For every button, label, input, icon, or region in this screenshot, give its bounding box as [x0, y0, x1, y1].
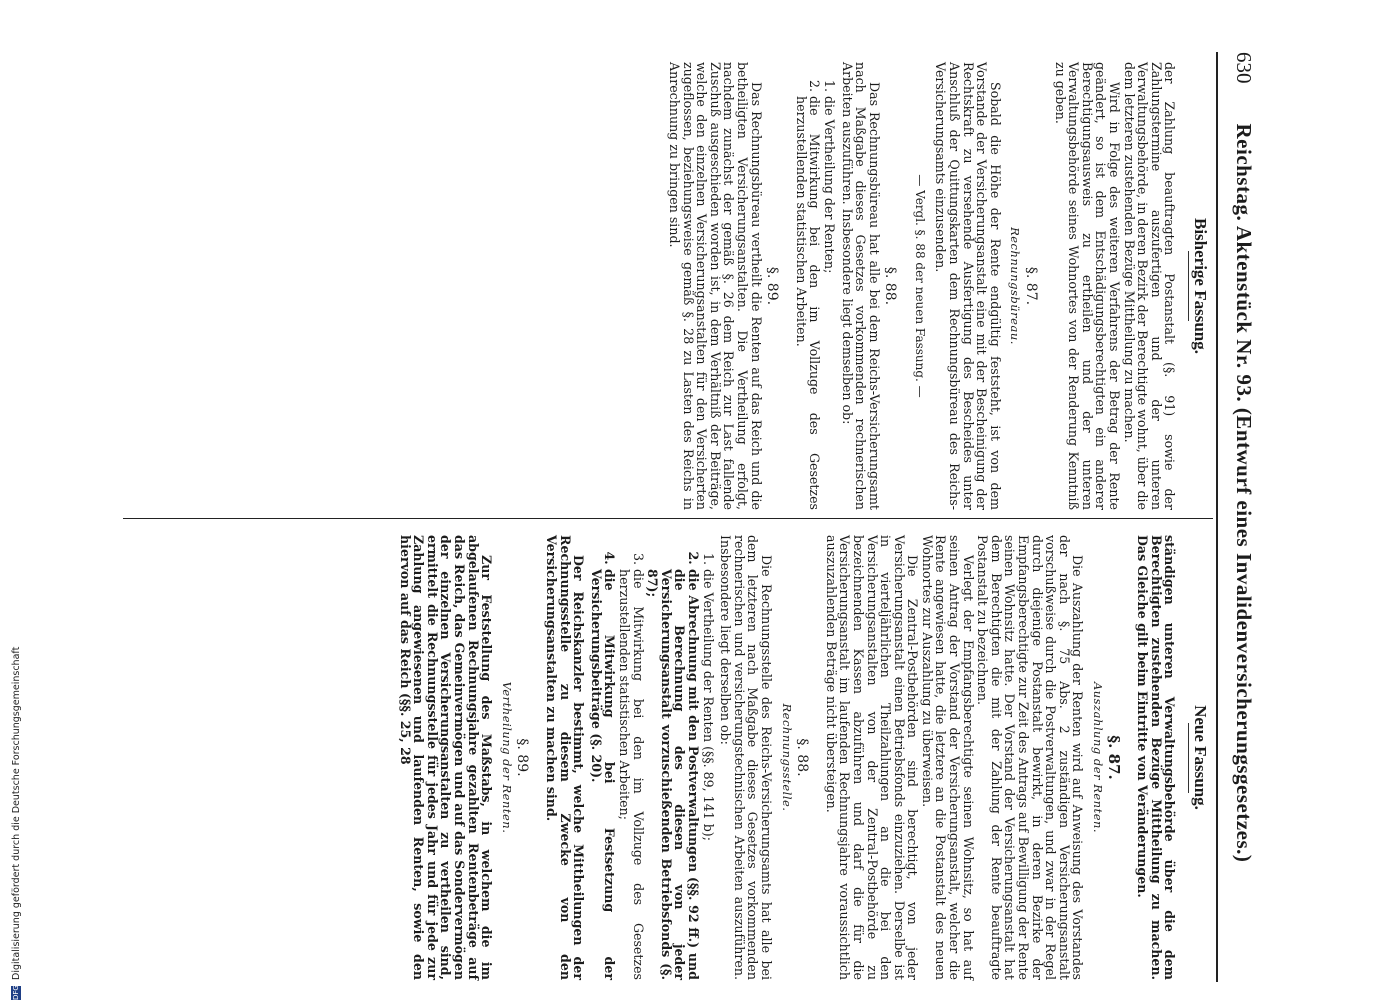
- page-title: Reichstag. Aktenstück Nr. 93. (Entwurf eines Invalidenversicherungsgesetzes.): [1231, 123, 1256, 863]
- right-section-88-text: Die Rechnungsstelle des Reichs-Versicherungsamts hat alle bei dem letzteren nach Maßgabe dieses Gesetzes vorkommenden rechnerischen und versicherungstechnischen Arbeiten auszuführen. Insbesondere liegt derselben ob:: [718, 535, 774, 980]
- right-section-88-title: §. 88.: [794, 738, 811, 777]
- left-intro-paragraph: der Zahlung beauftragten Postanstalt (§. 91) sowie der Zahlungstermine auszufertigen und der unteren Verwaltungsbehörde, in deren Bezirk der Berechtigte wohnt, über die dem letzteren zustehenden Bezüge Mittheilung zu machen.: [1121, 62, 1178, 510]
- left-section-87-title: §. 87.: [1023, 266, 1040, 306]
- list-item: 1. die Vertheilung der Renten;: [822, 96, 836, 510]
- list-item: 2. die Mitwirkung bei den im Vollzuge des Gesetzes herzustellenden statistischen Arbeiten.: [794, 96, 821, 510]
- right-heading-rule: [1188, 723, 1189, 793]
- left-section-88-text: Das Rechnungsbüreau hat alle bei dem Reichs-Versicherungsamt nach Maßgabe dieses Gesetzes vorkommenden rechnerischen Arbeiten auszuführen. Insbesondere liegt demselben ob:: [839, 62, 882, 510]
- right-section-88-closing: Der Reichskanzler bestimmt, welche Mittheilungen der Rechnungsstelle zu diesem Zwecke von den Versicherungsanstalten zu machen sind.: [544, 535, 587, 980]
- left-heading-rule: [1188, 251, 1189, 321]
- left-section-87-subtitle: Rechnungsbüreau.: [1008, 227, 1023, 345]
- right-section-87-subtitle: Auszahlung der Renten.: [1091, 681, 1106, 834]
- left-section-87-text: Sobald die Höhe der Rente endgültig feststeht, ist von dem Vorstande der Versicherungsanstalt eine mit der Bescheinigung der Rechtskraft zu versehende Ausfertigung des Bescheides unter Anschluß der Quittungskarten dem Rechnungsbüreau des Reichs-Versicherungsamts einzusenden.: [933, 62, 1003, 510]
- header-rule: [1216, 52, 1218, 982]
- right-section-87-paragraph: Die Auszahlung der Renten wird auf Anweisung des Vorstandes der nach §. 75 Abs. 2 zuständigen Versicherungsanstalt vorschußweise durch die Postverwaltungen, und zwar in der Regel durch diejenige Postanstalt bewirkt, in deren Bezirke der Empfangsberechtigte zur Zeit des Antrags auf Bewilligung der Rente seinen Wohnsitz hatte. Der Vorstand der Versicherungsanstalt hat dem Berechtigten die mit der Zahlung der Rente beauftragte Postanstalt zu bezeichnen.: [975, 535, 1086, 980]
- digitization-credit: [8, 360, 24, 1000]
- left-section-87-reference: — Vergl. §. 88 der neuen Fassung. —: [912, 174, 927, 398]
- left-column-heading: Bisherige Fassung.: [1191, 217, 1210, 355]
- right-section-89-subtitle: Vertheilung der Renten.: [499, 681, 514, 834]
- left-section-89-title: §. 89.: [764, 266, 781, 306]
- left-intro-paragraph: Wird in Folge des weiteren Verfahrens der Betrag der Rente geändert, so ist dem Entschädigungsberechtigten ein anderer Berechtigungsausweis zu ertheilen und der unteren Verwaltungsbehörde seines Wohnortes von der Renderung Kenntniß zu geben.: [1052, 62, 1123, 510]
- left-section-88-title: §. 88.: [882, 266, 899, 306]
- right-column-heading: Neue Fassung.: [1191, 705, 1210, 810]
- list-item: 2. die Abrechnung mit den Postverwaltungen (§§. 92 ff.) und die Berechnung des diesen von jeder Versicherungsanstalt vorzuschießenden Betriebsfonds (§. 87);: [646, 569, 700, 980]
- dfg-logo: DFG: [12, 985, 20, 1000]
- right-section-87-title: §. 87.: [1104, 735, 1123, 780]
- right-section-87-paragraph: Verlegt der Empfangsberechtigte seinen Wohnsitz, so hat auf seinen Antrag der Vorstand der Versicherungsanstalt, welcher die Rente angewiesen hatte, die letztere an die Postanstalt des neuen Wohnortes zur Auszahlung zu überweisen.: [919, 535, 976, 980]
- page-number: 630: [1231, 52, 1256, 84]
- right-section-88-subtitle: Rechnungsstelle.: [779, 703, 794, 812]
- credit-text: Digitalisierung gefördert durch die Deutsche Forschungsgemeinschaft: [10, 646, 22, 980]
- page-header: [1223, 52, 1263, 982]
- right-section-88-list: [589, 535, 714, 980]
- right-section-89-text: Zur Feststellung des Maßstabs, in welchem die im abgelaufenen Rechnungsjahre gezahlten Rentenbeträge auf das Reich, das Gemeinvermögen und auf das Sondervermögen der einzelnen Versicherungsanstalten zu vertheilen sind, ermittelt die Rechnungsstelle für jedes Jahr und für jede zur Zahlung angewiesenen und laufenden Renten, sowie den hiervon auf das Reich (§§. 25, 28: [397, 535, 495, 980]
- list-item: 1. die Vertheilung der Renten (§§. 89, 141 b);: [701, 569, 715, 980]
- right-section-89-title: §. 89.: [514, 738, 531, 777]
- right-intro-paragraph: ständigen unteren Verwaltungsbehörde über die dem Berechtigten zustehenden Bezüge Mittheilung zu machen. Das Gleiche gilt beim Eintritte von Veränderungen.: [1135, 535, 1178, 980]
- left-section-89-text: Das Rechnungsbüreau vertheilt die Renten auf das Reich und die betheiligten Versicherungsanstalten. Die Vertheilung erfolgt, nachdem zunächst der gemäß §. 26 dem Reich zur Last fallende Zuschuß ausgeschieden worden ist, in dem Verhältniß der Beiträge, welche den einzelnen Versicherungsanstalten für den Versicherten zugeflossen, beziehungsweise gemäß §. 28 zu Lasten des Reichs in Anrechnung zu bringen sind.: [667, 62, 764, 510]
- list-item: 3. die Mitwirkung bei den im Vollzuge des Gesetzes herzustellenden statistischen Arbeiten;: [617, 569, 644, 980]
- right-column: [397, 535, 1213, 980]
- left-column: [666, 62, 1213, 510]
- column-divider: [123, 518, 1213, 519]
- right-section-87-paragraph: Die Zentral-Postbehörden sind berechtigt, von jeder Versicherungsanstalt einen Betriebsfonds einzuziehen. Derselbe ist in vierteljährlichen Theilzahlungen an die bei den Versicherungsanstalten von der Zentral-Postbehörde zu bezeichnenden Kassen abzuführen und darf die für die Versicherungsanstalt im laufenden Rechnungsjahre voraussichtlich auszuzahlenden Beträge nicht übersteigen.: [823, 535, 921, 980]
- left-section-88-list: [794, 62, 836, 510]
- list-item: 4. die Mitwirkung bei Festsetzung der Versicherungsbeiträge (§. 20).: [589, 569, 616, 980]
